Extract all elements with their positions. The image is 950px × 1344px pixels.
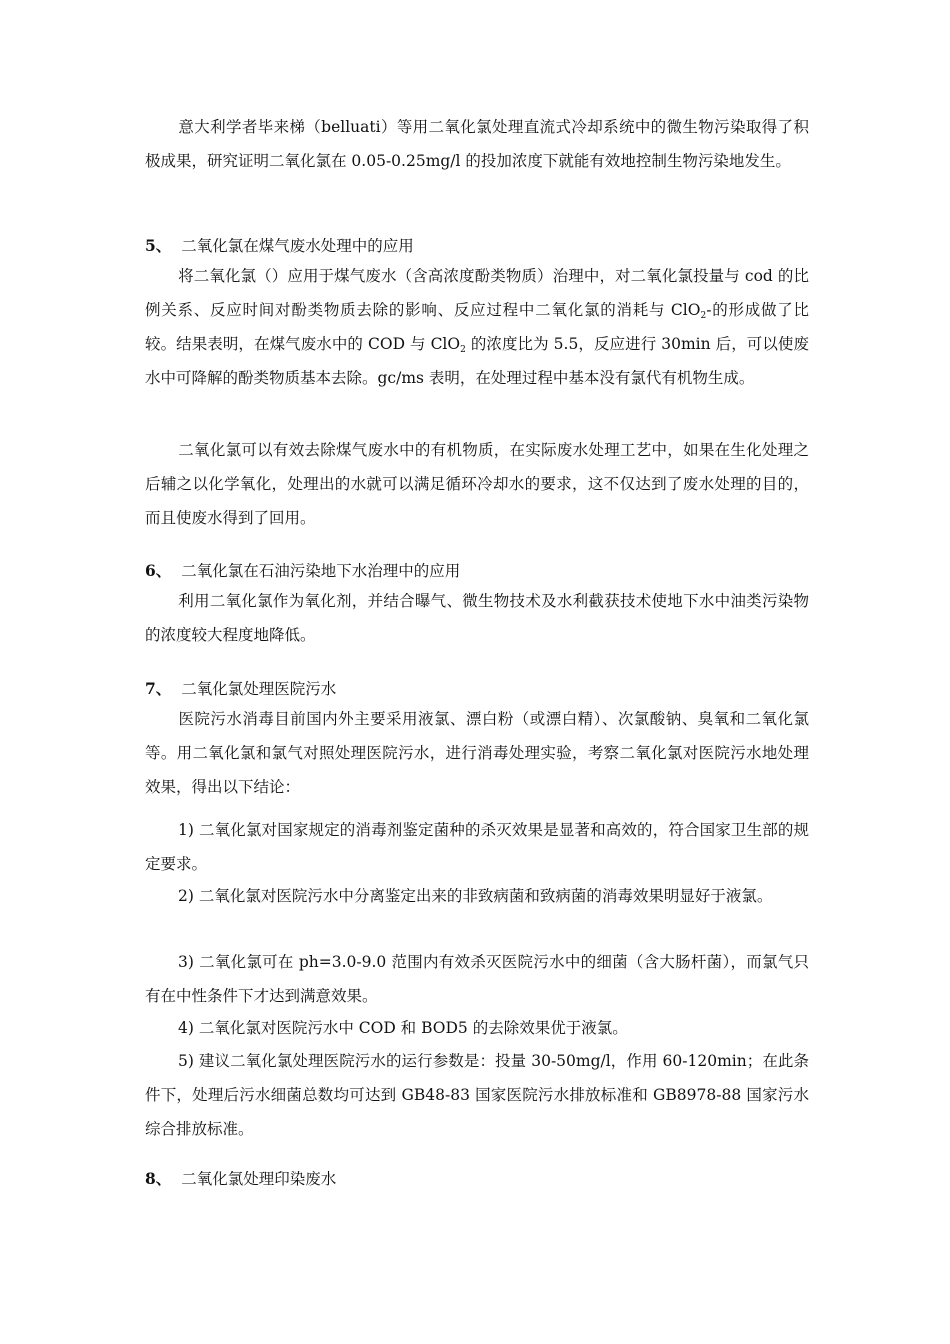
section-heading-7 bbox=[145, 672, 809, 706]
conclusion-item-4: 4) 二氧化氯对医院污水中 COD 和 BOD5 的去除效果优于液氯。 bbox=[178, 1019, 628, 1037]
conclusion-item-2: 2) 二氧化氯对医院污水中分离鉴定出来的非致病菌和致病菌的消毒效果明显好于液氯。 bbox=[178, 887, 773, 905]
section-number: 6、 bbox=[145, 561, 172, 580]
conclusion-item-1: 1) 二氧化氯对国家规定的消毒剂鉴定菌种的杀灭效果是显著和高效的，符合国家卫生部的规定要求。 bbox=[145, 821, 809, 873]
paragraph-coal-gas-wastewater: 将二氧化氯（）应用于煤气废水（含高浓度酚类物质）治理中，对二氧化氯投量与 cod 的比例关系、反应时间对酚类物质去除的影响、反应过程中二氧化氯的消耗与 ClO$_2$-的形成做了比较。结果表明，在煤气废水中的 COD 与 ClO$_2$ 的浓度比为 5.5，反应进行 30min 后，可以使废水中可降解的酚类物质基本去除。gc/ms 表明，在处理过程中基本没有氯代有机物生成。 bbox=[145, 267, 809, 387]
paragraph-belluati-text: 意大利学者毕来梯（belluati）等用二氧化氯处理直流式冷却系统中的微生物污染取得了积极成果，研究证明二氧化氯在 0.05-0.25mg/l 的投加浓度下就能有效地控制生物污染地发生。 bbox=[145, 118, 809, 170]
section-heading-6 bbox=[145, 554, 809, 588]
paragraph-belluati bbox=[145, 110, 809, 178]
section-title: 二氧化氯在石油污染地下水治理中的应用 bbox=[181, 562, 461, 580]
section-title: 二氧化氯处理医院污水 bbox=[181, 680, 337, 698]
section-heading-8 bbox=[145, 1162, 809, 1196]
section-number: 7、 bbox=[145, 679, 172, 698]
conclusion-item-5: 5) 建议二氧化氯处理医院污水的运行参数是：投量 30-50mg/l，作用 60-120min；在此条件下，处理后污水细菌总数均可达到 GB48-83 国家医院污水排放标准和 GB8978-88 国家污水综合排放标准。 bbox=[145, 1052, 809, 1138]
paragraph-groundwater: 利用二氧化氯作为氧化剂，并结合曝气、微生物技术及水利截获技术使地下水中油类污染物的浓度较大程度地降低。 bbox=[145, 592, 809, 644]
section-title: 二氧化氯处理印染废水 bbox=[181, 1170, 337, 1188]
section-title: 二氧化氯在煤气废水处理中的应用 bbox=[181, 237, 414, 255]
section-heading-5 bbox=[145, 229, 809, 263]
section-number: 8、 bbox=[145, 1169, 172, 1188]
section-number: 5、 bbox=[145, 236, 172, 255]
paragraph-organic-removal: 二氧化氯可以有效去除煤气废水中的有机物质，在实际废水处理工艺中，如果在生化处理之后辅之以化学氧化，处理出的水就可以满足循环冷却水的要求，这不仅达到了废水处理的目的，而且使废水得到了回用。 bbox=[145, 441, 809, 527]
conclusion-item-3: 3) 二氧化氯可在 ph=3.0-9.0 范围内有效杀灭医院污水中的细菌（含大肠杆菌），而氯气只有在中性条件下才达到满意效果。 bbox=[145, 953, 809, 1005]
paragraph-hospital-wastewater: 医院污水消毒目前国内外主要采用液氯、漂白粉（或漂白精）、次氯酸钠、臭氧和二氧化氯等。用二氧化氯和氯气对照处理医院污水，进行消毒处理实验，考察二氧化氯对医院污水地处理效果，得出以下结论： bbox=[145, 710, 809, 796]
